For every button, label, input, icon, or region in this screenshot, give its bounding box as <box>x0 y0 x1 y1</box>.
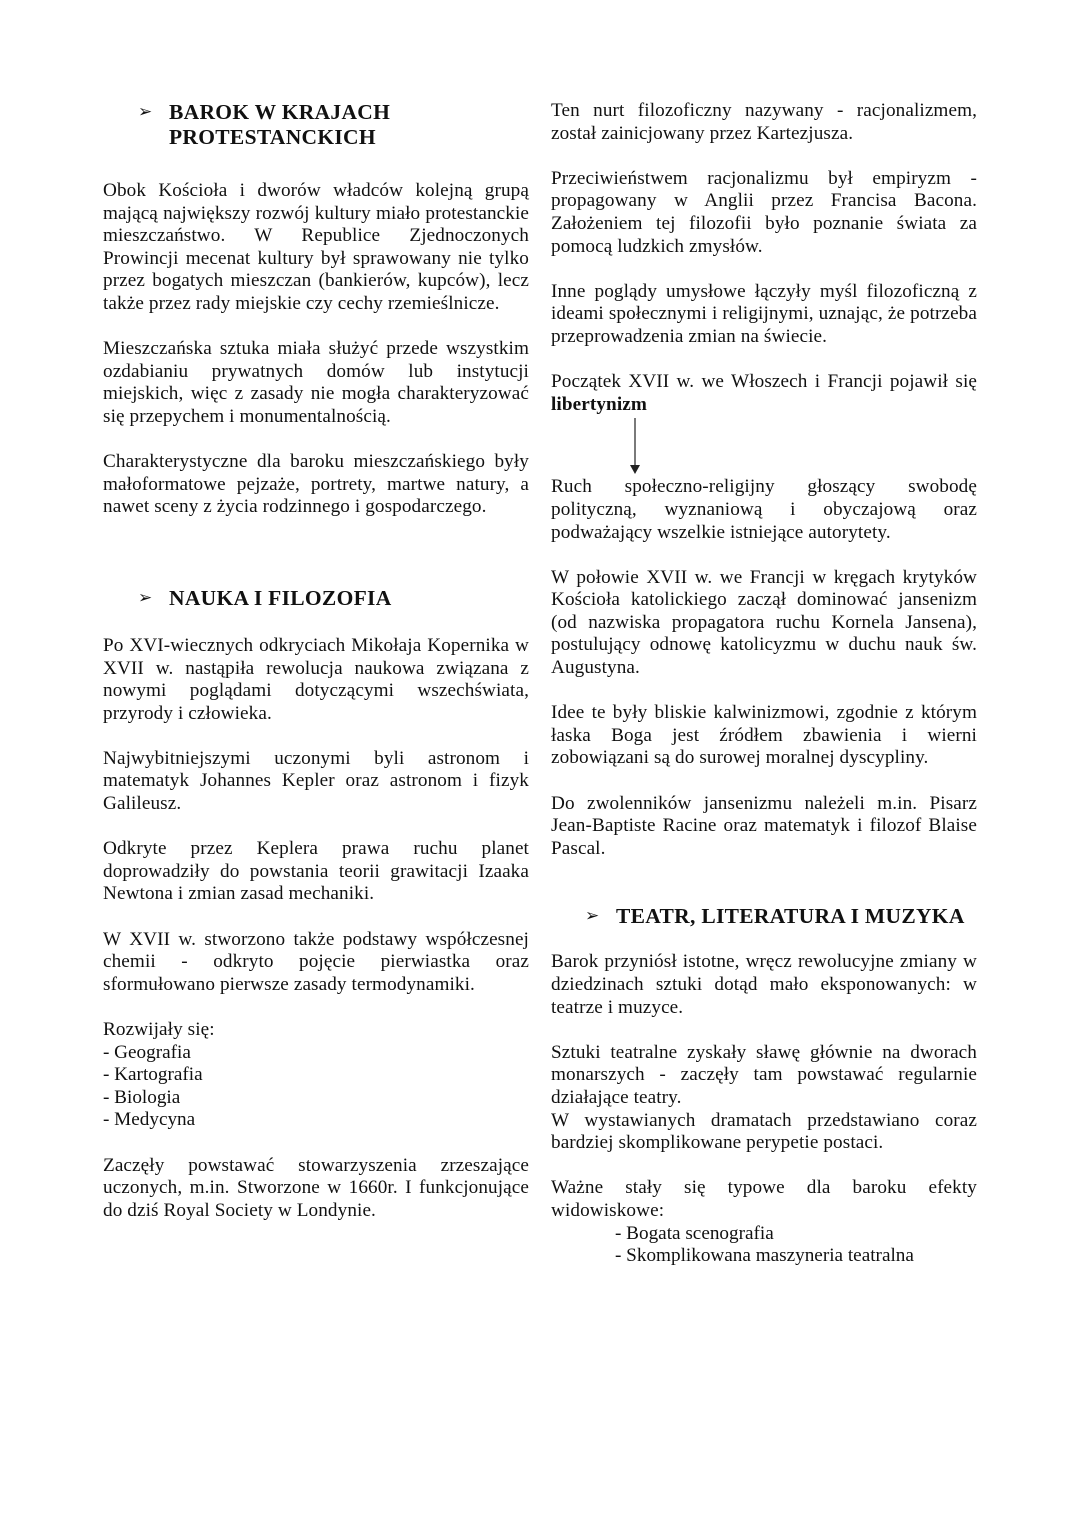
list-item: - Geografia <box>103 1041 191 1063</box>
down-arrow-icon <box>551 416 977 476</box>
paragraph-libertynizm <box>551 371 977 416</box>
paragraph: W XVII w. stworzono także podstawy współczesnej chemii - odkryto pojęcie pierwiastka oraz sformułowano pierwsze zasady termodynamiki. <box>103 928 529 995</box>
paragraph: Sztuki teatralne zyskały sławę głównie na dworach monarszych - zaczęły tam powstawać regularnie działające teatry. <box>551 1041 977 1108</box>
paragraph: Charakterystyczne dla baroku mieszczańskiego były małoformatowe pejzaże, portrety, martwe natury, a nawet sceny z życia rodzinnego i gospodarczego. <box>103 451 529 518</box>
heading-nauka-text: NAUKA I FILOZOFIA <box>169 585 392 610</box>
heading-barok-text: BAROK W KRAJACH PROTESTANCKICH <box>169 100 391 149</box>
paragraph: Mieszczańska sztuka miała służyć przede wszystkim ozdabianiu prywatnych domów lub instytucji miejskich, więc z zasady nie mogła charakteryzować się przepychem i monumentalnością. <box>103 338 529 427</box>
heading-teatr-text: TEATR, LITERATURA I MUZYKA <box>616 904 965 929</box>
paragraph: Barok przyniósł istotne, wręcz rewolucyjne zmiany w dziedzinach sztuki dotąd mało eksponowanych: w teatrze i muzyce. <box>551 951 977 1018</box>
list-item: - Kartografia <box>103 1064 203 1086</box>
paragraph: Idee te były bliskie kalwinizmowi, zgodnie z którym łaska Boga jest źródłem zbawienia i wierni zobowiązani są do surowej moralnej dyscypliny. <box>551 702 977 769</box>
list-label: Rozwijały się: <box>103 1019 215 1040</box>
paragraph: Zaczęły powstawać stowarzyszenia zrzeszające uczonych, m.in. Stworzone w 1660r. I funkcjonujące do dziś Royal Society w Londynie. <box>103 1154 529 1221</box>
heading-teatr <box>551 904 977 929</box>
paragraph: Obok Kościoła i dworów władców kolejną grupą mającą największy rozwój kultury miało protestanckie mieszczaństwo. W Republice Zjednoczonych Prowincji mecenat kultury był sprawowany nie tylko przez bogatych mieszczan (bankierów, kupców), lecz także przez rady miejskie czy cechy rzemieślnicze. <box>103 180 529 314</box>
paragraph: Odkryte przez Keplera prawa ruchu planet doprowadziły do powstania teorii grawitacji Izaaka Newtona i zmian zasad mechaniki. <box>103 838 529 905</box>
effects-list <box>551 1223 977 1268</box>
paragraph: Ten nurt filozoficzny nazywany - racjonalizmem, został zainicjowany przez Kartezjusza. <box>551 100 977 144</box>
paragraph: Ważne stały się typowe dla baroku efekty widowiskowe: <box>551 1177 977 1221</box>
list-item: - Biologia <box>103 1086 181 1108</box>
paragraph: W wystawianych dramatach przedstawiano coraz bardziej skomplikowane perypetie postaci. <box>551 1109 977 1154</box>
bullet-arrow-icon: ➢ <box>585 906 600 927</box>
paragraph: Przeciwieństwem racjonalizmu był empiryzm - propagowany w Anglii przez Francisa Bacona. Założeniem tej filozofii było poznanie świata za pomocą ludzkich zmysłów. <box>551 167 977 257</box>
paragraph: Do zwolenników jansenizmu należeli m.in. Pisarz Jean-Baptiste Racine oraz matematyk i filozof Blaise Pascal. <box>551 792 977 859</box>
heading-nauka <box>103 586 529 611</box>
heading-barok <box>103 100 529 150</box>
term-libertynizm: libertynizm <box>551 393 647 415</box>
left-column <box>103 100 529 1222</box>
sciences-list <box>103 1042 529 1132</box>
paragraph: Ruch społeczno-religijny głoszący swobodę polityczną, wyznaniową i obyczajową oraz podważający wszelkie istniejące autorytety. <box>551 476 977 543</box>
list-item: - Medycyna <box>103 1109 196 1131</box>
down-arrow-icon-svg <box>629 418 641 476</box>
paragraph: Najwybitniejszymi uczonymi byli astronom i matematyk Johannes Kepler oraz astronom i fizyk Galileusz. <box>103 747 529 815</box>
paragraph: W połowie XVII w. we Francji w kręgach krytyków Kościoła katolickiego zaczął dominować jansenizm (od nazwiska propagatora ruchu Kornela Jansena), postulujący odnowę katolicyzmu w duchu nauk św. Augustyna. <box>551 566 977 679</box>
paragraph: Inne poglądy umysłowe łączyły myśl filozoficzną z ideami społecznymi i religijnymi, uznając, że potrzeba przeprowadzenia zmian na świecie. <box>551 280 977 347</box>
bullet-arrow-icon: ➢ <box>138 102 153 122</box>
paragraph: Po XVI-wiecznych odkryciach Mikołaja Kopernika w XVII w. nastąpiła rewolucja naukowa związana z nowymi poglądami dotyczącymi wszechświata, przyrody i człowieka. <box>103 634 529 724</box>
list-item: - Skomplikowana maszyneria teatralna <box>615 1245 914 1267</box>
right-column <box>551 100 977 1268</box>
bullet-arrow-icon: ➢ <box>138 587 153 608</box>
paragraph-text: Początek XVII w. we Włoszech i Francji pojawił się <box>551 371 977 393</box>
list-item: - Bogata scenografia <box>615 1222 774 1244</box>
